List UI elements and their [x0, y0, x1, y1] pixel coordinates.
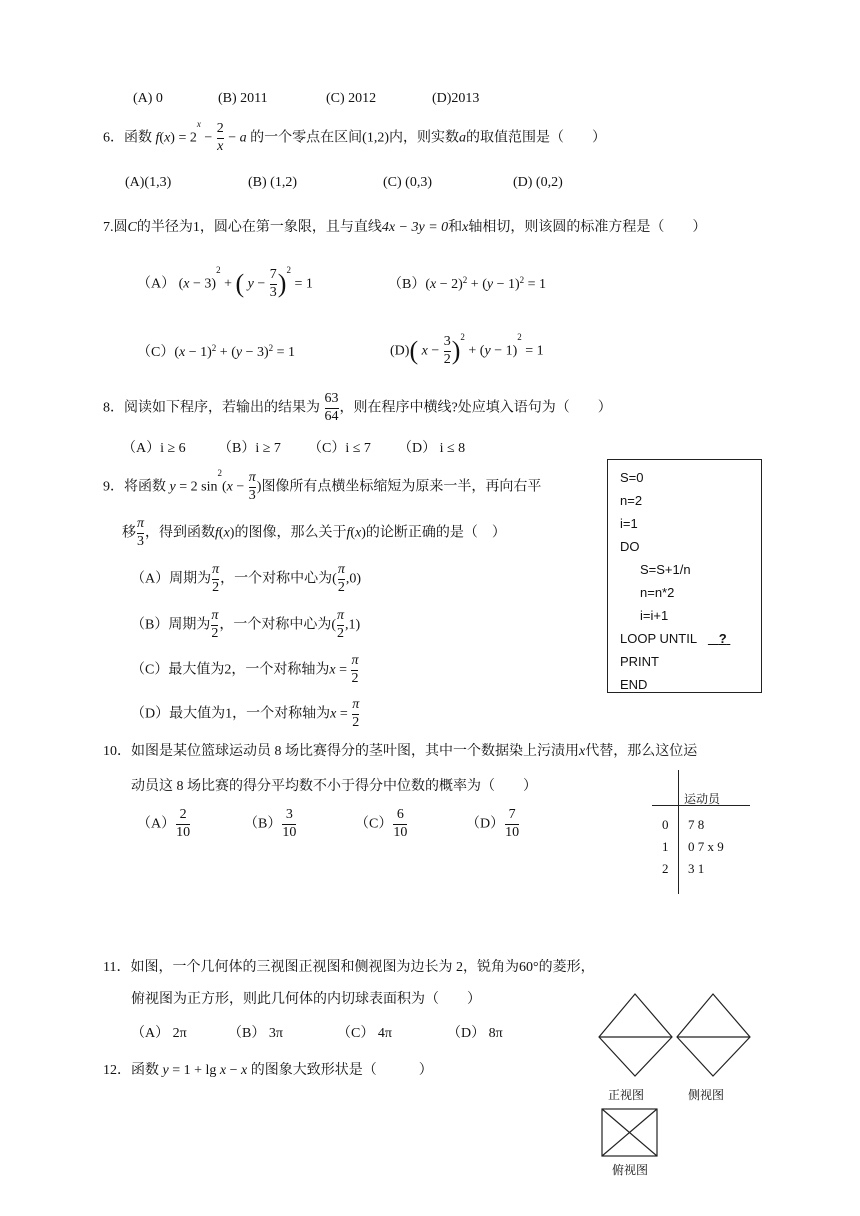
program-line: S=S+1/n	[640, 562, 691, 577]
q6-option-b: (B) (1,2)	[248, 175, 297, 190]
q5-option-d: (D)2013	[432, 91, 480, 106]
q11-option-a: （A） 2π	[131, 1026, 187, 1041]
stem-value: 0	[662, 817, 669, 832]
q6-option-c: (C) (0,3)	[383, 175, 432, 190]
program-line: PRINT	[620, 654, 659, 669]
q8-option-a: （A）i ≥ 6	[122, 441, 186, 456]
leaf-values: 7 8	[688, 817, 705, 832]
stem-value: 1	[662, 839, 669, 854]
program-line: END	[620, 677, 648, 692]
side-view-label: 侧视图	[688, 1088, 725, 1102]
leaf-values: 0 7 x 9	[688, 839, 724, 854]
q11-option-b: （B） 3π	[228, 1026, 283, 1041]
program-line: n=2	[620, 493, 643, 508]
top-view-label: 俯视图	[612, 1163, 649, 1177]
q10-option-c: （C） $\frac{6}{10}$	[355, 807, 408, 840]
stem-value: 2	[662, 861, 669, 876]
question-11-stem-line2: 俯视图为正方形，则此几何体的内切球表面积为（ ）	[131, 992, 481, 1007]
program-line: LOOP UNTIL ?	[620, 631, 730, 646]
q10-option-a: （A） $\frac{2}{10}$	[137, 807, 191, 840]
q11-option-c: （C） 4π	[337, 1026, 392, 1041]
q5-option-a: (A) 0	[133, 91, 163, 106]
stem-leaf-header: 运动员	[684, 792, 721, 806]
question-8-stem: 8．阅读如下程序，若输出的结果为 $\frac{63}{64}$ ，则在程序中横线?处应填入语句为（ ）	[103, 391, 612, 424]
stem-leaf-divider	[678, 770, 679, 894]
program-line: i=1	[620, 516, 638, 531]
q6-function-formula: f	[155, 130, 160, 146]
question-11-stem-line1: 11．如图，一个几何体的三视图正视图和侧视图为边长为 2，锐角为60°的菱形，	[103, 960, 595, 975]
q7-option-c: $(C)(x - 1)^2 + (y - 3)^2 = 1$	[137, 343, 296, 360]
program-line: i=i+1	[640, 608, 669, 623]
front-view-label: 正视图	[608, 1088, 645, 1102]
q6-fraction: $\frac{2}{x}$	[216, 121, 224, 154]
question-10-stem-line2: 动员这 8 场比赛的得分平均数不小于得分中位数的概率为（ ）	[131, 779, 537, 794]
question-12-stem: 12．函数 y = 1 + lg x − x 的图象大致形状是（ ）	[103, 1063, 433, 1078]
question-9-stem-line1: 9．将函数 y = 2 $\sin^2(x$ − $\frac{\pi}{3}$ )图像所有点横坐标缩短为原来一半，再向右平	[103, 468, 542, 503]
program-line: DO	[620, 539, 640, 554]
q7-option-d: (D)( x − $\frac{3}{2}$ )$^2 + (y - 1)^2 = 1$	[390, 332, 544, 367]
stem-leaf-plot	[652, 770, 752, 894]
q6-option-a: (A)(1,3)	[125, 175, 172, 190]
program-blank: ?	[718, 631, 727, 646]
q5-option-b: (B) 2011	[218, 91, 268, 106]
q8-option-c: （C）i ≤ 7	[308, 441, 371, 456]
front-and-side-views	[596, 990, 756, 1080]
q8-option-b: （B）i ≥ 7	[218, 441, 281, 456]
q9-option-b: （B）周期为 $\frac{\pi}{2}$ ，一个对称中心为( $\frac{\pi}{2}$ ,1)	[131, 608, 361, 641]
question-7-stem: 7.圆C的半径为1，圆心在第一象限，且与直线4x − 3y = 0和x轴相切，则该圆的标准方程是（ ）	[103, 220, 707, 235]
question-9-stem-line2: 移 $\frac{\pi}{3}$ ，得到函数f(x)的图像，那么关于f(x)的论断正确的是（ ）	[122, 516, 506, 549]
q9-option-c: （C）最大值为2，一个对称轴为x = $\frac{\pi}{2}$	[131, 653, 359, 686]
top-view-square	[600, 1107, 660, 1159]
q9-option-a: （A）周期为 $\frac{\pi}{2}$ ，一个对称中心为( $\frac{\pi}{2}$ ,0)	[131, 562, 361, 595]
question-10-stem-line1: 10．如图是某位篮球运动员 8 场比赛得分的茎叶图，其中一个数据染上污渍用x代替，那么这位运	[103, 744, 698, 759]
q8-option-d: （D） i ≤ 8	[398, 441, 466, 456]
q10-option-b: （B） $\frac{3}{10}$	[244, 807, 297, 840]
q8-fraction: $\frac{63}{64}$	[324, 391, 339, 424]
front-view-rhombus	[599, 994, 672, 1076]
q7-option-a: （A） $(x - 3)^2$ + ( y − $\frac{7}{3}$ )$^2$ = 1	[137, 265, 313, 300]
program-line: n=n*2	[640, 585, 675, 600]
q6-option-d: (D) (0,2)	[513, 175, 563, 190]
q5-option-c: (C) 2012	[326, 91, 377, 106]
q11-option-d: （D） 8π	[447, 1026, 503, 1041]
side-view-rhombus	[677, 994, 750, 1076]
q10-option-d: （D） $\frac{7}{10}$	[466, 807, 520, 840]
program-code-box	[607, 459, 762, 693]
q9-option-d: （D）最大值为1，一个对称轴为x = $\frac{\pi}{2}$	[131, 697, 360, 730]
leaf-values: 3 1	[688, 861, 705, 876]
program-line: S=0	[620, 470, 644, 485]
question-6-stem: 6．函数 $f(x) = 2^x$ − $\frac{2}{x}$ − a 的一个零点在区间(1,2)内，则实数a的取值范围是（ ）	[103, 119, 606, 154]
q7-option-b: $(B)(x - 2)^2 + (y - 1)^2 = 1$	[388, 275, 547, 292]
